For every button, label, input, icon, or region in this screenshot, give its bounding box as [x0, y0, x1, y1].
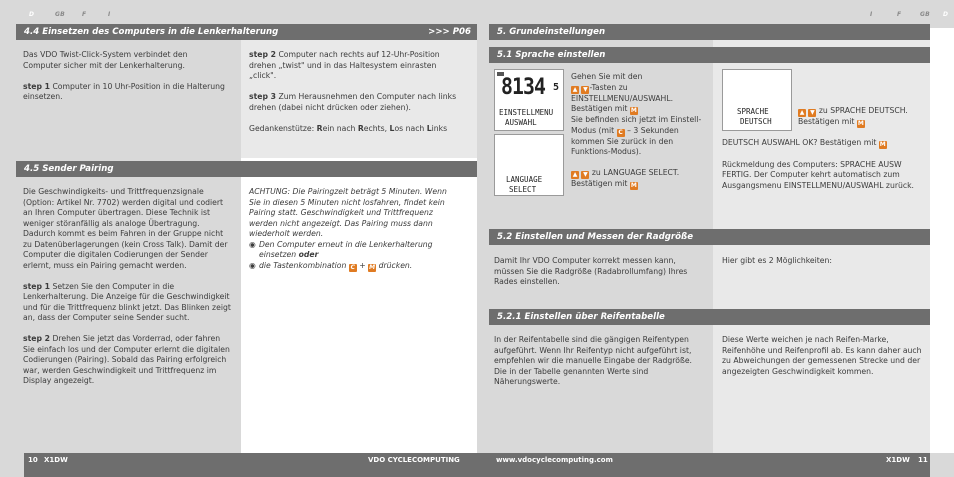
section-4-4-step2: step 2 Computer nach rechts auf 12-Uhr-Position drehen „twist" und in das Haltesystem einrasten „click".: [249, 50, 440, 80]
c-key-icon: C: [618, 128, 623, 136]
section-5-title: 5. Grundeinstellungen: [497, 27, 606, 37]
pairing-bullet-1: ◉ Den Computer erneut in die Lenkerhalterung einsetzen oder: [249, 239, 433, 259]
section-4-4-mnemonic: Gedankenstütze: Rein nach Rechts, Los nach Links: [249, 123, 448, 133]
section-5-2-left-text: Damit Ihr VDO Computer korrekt messen kann, müssen Sie die Radgröße (Radabrollumfang) Ihres Rades einstellen.: [494, 256, 688, 286]
lcd-line-1: SPRACHE: [737, 107, 769, 116]
m-key-icon: M: [879, 141, 886, 148]
lang-tab-gb: GB: [920, 11, 930, 18]
m-key-icon: M: [369, 263, 376, 271]
section-4-5-right-text: [249, 187, 461, 272]
arrow-down-key-icon: ▼: [810, 109, 815, 116]
lang-tab-f: F: [897, 11, 902, 18]
section-4-4-ref: >>> P06: [428, 27, 471, 37]
lcd-line-2: DEUTSCH: [740, 117, 772, 126]
lcd-display-einstellmenu: [494, 69, 564, 131]
section-4-4-header: [16, 24, 477, 40]
m-key-icon: M: [630, 182, 637, 189]
section-5-2-1-right-text: Diese Werte weichen je nach Reifen-Marke, Reifenhöhe und Reifenprofil ab. Es kann daher auch zu Abweichungen der gemessenen Strecke und der angezeigten Geschwindigkeit kommen.: [722, 335, 922, 376]
section-5-2-1-left-text: In der Reifentabelle sind die gängigen Reifentypen aufgeführt. Wenn Ihr Reifentyp nicht aufgeführt ist, empfehlen wir die manuelle Eingabe der Radgröße. Die in der Tabelle genannten Werte sind Näherungswerte.: [494, 335, 692, 386]
lang-tab-d: D: [943, 11, 949, 18]
section-5-1-header: [489, 47, 930, 63]
section-5-2-right-text: Hier gibt es 2 Möglichkeiten:: [722, 256, 832, 265]
lcd-line-1: LANGUAGE: [506, 175, 543, 184]
bullet-icon: ◉: [249, 239, 256, 249]
m-key-icon: M: [857, 120, 864, 127]
lang-tab-gb: GB: [55, 11, 65, 18]
arrow-up-key-icon: ▲: [572, 85, 578, 93]
lcd-display-sprache-deutsch: [722, 69, 792, 131]
section-4-5-step2: step 2 Drehen Sie jetzt das Vorderrad, oder fahren Sie einfach los und der Computer erlernt die digitalen Codierungen (Pairing). Sobald das Pairing erfolgreich war, werden Geschwindigkeit und Trittfrequenz im Display angezeigt.: [23, 334, 230, 385]
section-4-5-left-text: [23, 187, 231, 397]
arrow-down-key-icon: ▼: [583, 171, 588, 178]
pairing-bullet-2: ◉ die Tastenkombination C + M drücken.: [249, 260, 413, 271]
left-footer-brand: VDO CYCLECOMPUTING: [368, 456, 460, 464]
section-4-4-right-text: [249, 50, 463, 145]
section-4-5-title: 4.5 Sender Pairing: [24, 164, 114, 174]
section-5-2-1-title: 5.2.1 Einstellen über Reifentabelle: [497, 312, 665, 322]
section-5-header: [489, 24, 930, 40]
section-4-5-header: [16, 161, 477, 177]
section-4-5-para1: Die Geschwindigkeits- und Trittfrequenzsignale (Option: Artikel Nr. 7702) werden digital und codiert an Ihren Computer übertragen. Diese Technik ist weniger störanfällig als analoge Übertragung. Dadurch kommt es beim Fahren in der Gruppe nicht zu Datenüberlagerungen (kein Cross Talk). Damit der Computer die digitalen Codierungen der Sender erlernt, muss ein Pairing gemacht werden.: [23, 187, 228, 270]
right-footer-model: X1DW: [886, 456, 910, 464]
section-4-5-step1: step 1 Setzen Sie den Computer in die Lenkerhalterung. Die Anzeige für die Geschwindigkeit und für die Trittfrequenz blinkt jetzt. Das Blinken zeigt an, dass der Computer seine Sender sucht.: [23, 281, 231, 322]
lcd-small-digit: 5: [553, 82, 560, 93]
lang-tab-i: I: [870, 11, 873, 18]
section-5-1-steps-left: Gehen Sie mit den ▲ ▼ -Tasten zu EINSTELLMENU/AUSWAHL. Bestätigen mit M Sie befinden sich jetzt im Einstell-Modus (mit C – 3 Sekunden kommen Sie zurück in den Funktions-Modus). ▲ ▼ zu LANGUAGE SELECT. Bestätigen mit M: [571, 72, 702, 189]
lcd-digits: 8134: [501, 75, 546, 100]
section-5-2-title: 5.2 Einstellen und Messen der Radgröße: [497, 232, 694, 242]
section-5-1-feedback: Rückmeldung des Computers: SPRACHE AUSW FERTIG. Der Computer kehrt automatisch zum Ausgangsmenu EINSTELLMENU/AUSWAHL zurück.: [722, 159, 914, 190]
left-page-number: 10: [28, 456, 38, 464]
section-4-4-left-text: [23, 50, 228, 113]
section-4-4-para1: Das VDO Twist-Click-System verbindet den Computer sicher mit der Lenkerhalterung.: [23, 50, 188, 70]
lcd-display-language-select: [494, 134, 564, 196]
c-key-icon: C: [350, 263, 356, 271]
section-4-4-title: 4.4 Einsetzen des Computers in die Lenkerhalterung: [24, 27, 279, 37]
pairing-note: ACHTUNG: Die Pairingzeit beträgt 5 Minuten. Wenn Sie in diesen 5 Minuten nicht losfahren, findet kein Pairing statt. Geschwindigkeit und Trittfrequenz werden nicht angezeigt. Das Pairing muss dann wiederholt werden.: [249, 187, 447, 238]
section-5-1-confirm: DEUTSCH AUSWAHL OK? Bestätigen mit M Rückmeldung des Computers: SPRACHE AUSW FERTIG. Der Computer kehrt automatisch zum Ausgangsmenu EINSTELLMENU/AUSWAHL zurück.: [722, 138, 930, 202]
lcd-line-2: AUSWAHL: [505, 118, 537, 127]
section-5-2-header: [489, 229, 930, 245]
arrow-down-key-icon: ▼: [583, 85, 588, 93]
lcd-line-2: SELECT: [509, 185, 537, 194]
left-footer-model: X1DW: [44, 456, 68, 464]
lang-tab-f: F: [82, 11, 87, 18]
lang-tab-i: I: [108, 11, 111, 18]
arrow-up-key-icon: ▲: [572, 171, 578, 178]
lcd-line-1: EINSTELLMENU: [499, 108, 554, 117]
arrow-up-key-icon: ▲: [799, 109, 805, 116]
section-5-1-step-sprache: ▲ ▼ zu SPRACHE DEUTSCH. Bestätigen mit M: [798, 106, 908, 127]
lang-tab-d: D: [29, 11, 35, 18]
right-page-number: 11: [918, 456, 928, 464]
m-key-icon: M: [630, 107, 637, 114]
section-5-1-title: 5.1 Sprache einstellen: [497, 50, 606, 60]
section-4-4-step3: step 3 Zum Herausnehmen den Computer nach links drehen (dabei nicht drücken oder ziehen).: [249, 92, 457, 112]
bullet-icon: ◉: [249, 260, 256, 270]
section-5-2-1-header: [489, 309, 930, 325]
right-footer-url: www.vdocyclecomputing.com: [496, 456, 613, 464]
section-4-4-step1: step 1 Computer in 10 Uhr-Position in die Halterung einsetzen.: [23, 81, 225, 101]
